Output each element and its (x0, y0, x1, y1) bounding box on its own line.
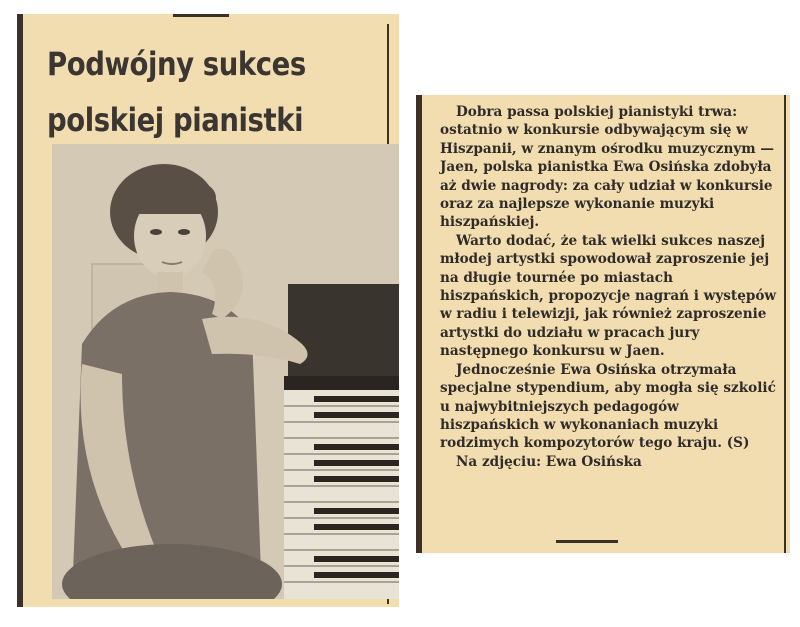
paragraph-3: Jednocześnie Ewa Osińska otrzymała specjalne stypendium, aby mogła się szkolić u najwybitniejszych pedagogów hiszpańskich w wykonaniach muzyki rodzimych kompozytorów tego kraju. (S) (440, 361, 776, 452)
photo-caption: Na zdjęciu: Ewa Osińska (456, 453, 642, 470)
text-right-rule (784, 95, 786, 553)
text-left-rule (416, 95, 422, 553)
paragraph-2: Warto dodać, że tak wielki sukces naszej młodej artystki spowodował zaproszenie jej na długie tournée po miastach hiszpańskich, propozycje nagrań i występów w radiu i telewizji, jak również zaproszenie artystki do udziału w pracach jury następnego konkursu w Jaen. (440, 232, 777, 360)
pianist-photo (52, 144, 399, 599)
bottom-rule (556, 540, 618, 543)
left-column-rule (17, 14, 23, 607)
headline-line-1: Podwójny sukces (47, 45, 306, 83)
article-body (440, 103, 780, 471)
left-clipping (17, 14, 399, 607)
pianist-photo-illustration (52, 144, 399, 599)
right-clipping (416, 95, 790, 553)
headline-line-2: polskiej pianistki (47, 101, 304, 139)
paragraph-1: Dobra passa polskiej pianistyki trwa: ostatnio w konkursie odbywającym się w Hiszpanii, w znanym ośrodku muzycznym — Jaen, polska pianistka Ewa Osińska zdobyła aż dwie nagrody: za cały udział w konkursie oraz za najlepsze wykonanie muzyki hiszpańskiej. (440, 104, 774, 231)
piano-keys (284, 390, 399, 599)
article-headline (47, 36, 339, 148)
top-rule (173, 14, 229, 17)
